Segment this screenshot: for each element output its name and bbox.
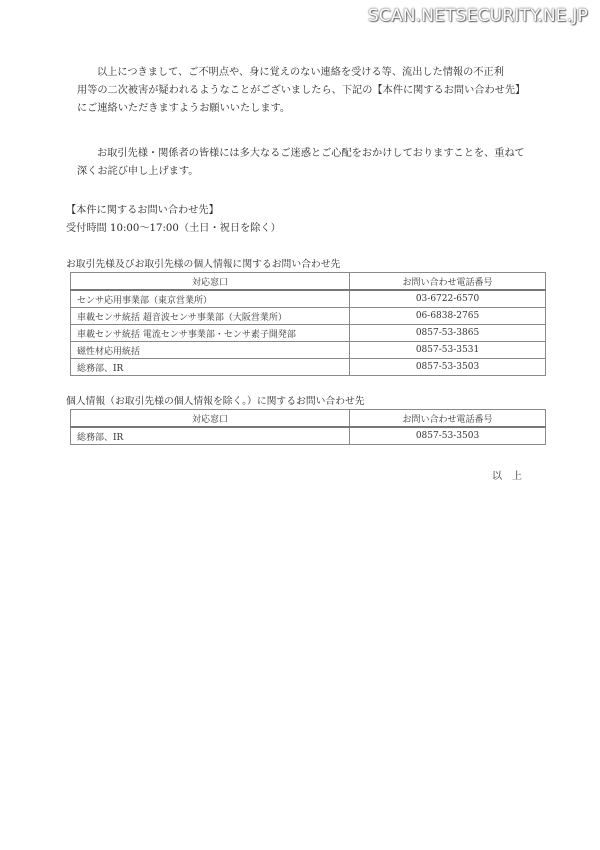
contact-heading: 【本件に関するお問い合わせ先】	[66, 205, 219, 216]
column-header-department: 対応窓口	[71, 410, 350, 428]
paragraph-contact-request	[77, 64, 547, 118]
contact-info-block	[66, 202, 281, 238]
department-cell: 車載センサ統括 電流センサ事業部・センサ素子開発部	[71, 325, 350, 342]
table-row	[71, 325, 546, 342]
paragraph-apology	[77, 145, 547, 181]
table-row	[71, 308, 546, 325]
column-header-phone: お問い合わせ電話番号	[350, 273, 546, 291]
paragraph-line: にご連絡いただきますようお願いいたします。	[77, 103, 291, 114]
department-cell: 磁性材応用統括	[71, 342, 350, 359]
phone-cell: 0857-53-3531	[350, 342, 546, 359]
table-row	[71, 427, 546, 445]
table-header-row	[71, 410, 546, 428]
department-cell: 総務部、IR	[71, 427, 350, 445]
table-header-row	[71, 273, 546, 291]
reception-hours: 受付時間 10:00～17:00（土日・祝日を除く）	[66, 223, 281, 234]
site-watermark: SCAN.NETSECURITY.NE.JP	[367, 6, 588, 26]
table1-caption: お取引先様及びお取引先様の個人情報に関するお問い合わせ先	[66, 259, 341, 270]
business-partner-contact-table	[70, 272, 546, 376]
department-cell: 総務部、IR	[71, 359, 350, 376]
paragraph-line: 用等の二次被害が疑われるようなことがございましたら、下記の【本件に関するお問い合わせ先】	[77, 85, 526, 96]
paragraph-line: 以上につきまして、ご不明点や、身に覚えのない連絡を受ける等、流出した情報の不正利	[97, 67, 504, 78]
paragraph-line: 深くお詫び申し上げます。	[77, 166, 199, 177]
paragraph-line: お取引先様・関係者の皆様には多大なるご迷惑とご心配をおかけしておりますことを、重ねて	[97, 148, 525, 159]
table-row	[71, 342, 546, 359]
column-header-department: 対応窓口	[71, 273, 350, 291]
department-cell: センサ応用事業部（東京営業所）	[71, 290, 350, 308]
personal-info-contact-table	[70, 409, 546, 445]
table-row	[71, 359, 546, 376]
table2-caption: 個人情報（お取引先様の個人情報を除く。）に関するお問い合わせ先	[66, 396, 365, 407]
closing-mark: 以上	[492, 471, 532, 482]
table-row	[71, 290, 546, 308]
phone-cell: 06-6838-2765	[350, 308, 546, 325]
column-header-phone: お問い合わせ電話番号	[350, 410, 546, 428]
phone-cell: 0857-53-3503	[350, 427, 546, 445]
phone-cell: 0857-53-3865	[350, 325, 546, 342]
department-cell: 車載センサ統括 超音波センサ事業部（大阪営業所）	[71, 308, 350, 325]
phone-cell: 0857-53-3503	[350, 359, 546, 376]
phone-cell: 03-6722-6570	[350, 290, 546, 308]
